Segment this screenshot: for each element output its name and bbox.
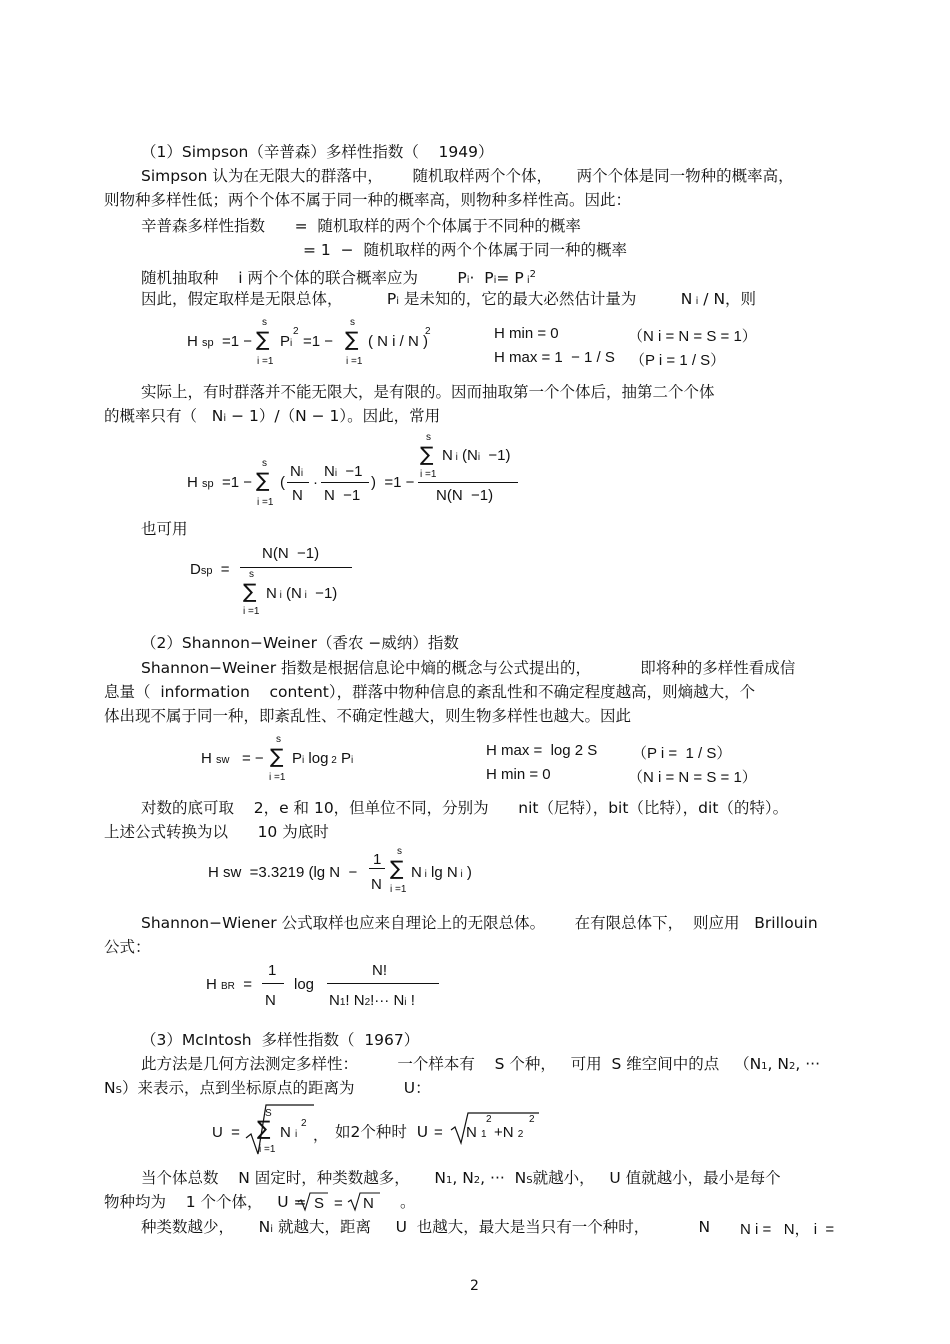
hmin-1-condition: （N i = N = S = 1） bbox=[628, 328, 757, 345]
svg-text:S: S bbox=[314, 1195, 325, 1212]
paragraph-line: Simpson 认为在无限大的群落中， 随机取样两个个体， 两个个体是同一物种的概率高， bbox=[141, 167, 794, 185]
paragraph-line: 实际上，有时群落并不能无限大，是有限的。因而抽取第一个个体后，抽第二个个体 bbox=[141, 383, 715, 401]
paragraph-line: 随机抽取种 i 两个个体的联合概率应为 Pi· Pi= P $i^2$ bbox=[141, 269, 537, 288]
sqrt-s-equals-sqrt-n bbox=[296, 1190, 392, 1214]
paragraph-line: 因此，假定取样是无限总体， Pi 是未知的，它的最大必然估计量为 N i / N，则 bbox=[141, 290, 757, 308]
limit-tail: N i = N， i = bbox=[740, 1221, 835, 1238]
hmax-1-condition: （P i = 1 / S） bbox=[630, 352, 726, 369]
hmin-2-condition: （N i = N = S = 1） bbox=[628, 769, 757, 786]
paragraph-line: Shannon−Wiener 公式取样也应来自理论上的无限总体。 在有限总体下， 则应用 Brillouin bbox=[141, 914, 818, 932]
paragraph-line: 的概率只有（ Ni − 1）/（N − 1）。因此，常用 bbox=[104, 407, 441, 425]
paragraph-line: 体出现不属于同一种，即紊乱性、不确定性越大，则生物多样性也越大。因此 bbox=[104, 707, 632, 725]
paragraph-line: 也可用 bbox=[141, 520, 188, 538]
section-title-simpson: （1）Simpson（辛普森）多样性指数（ 1949） bbox=[141, 143, 494, 161]
paragraph-line: 此方法是几何方法测定多样性： 一个样本有 S 个种， 可用 S 维空间中的点 （N1, N2, ··· bbox=[141, 1055, 821, 1073]
hmin-1: H min = 0 bbox=[494, 325, 559, 342]
section-title-mcintosh: （3）McIntosh 多样性指数（ 1967） bbox=[141, 1031, 420, 1049]
hmax-2: H max = log 2 S bbox=[486, 742, 598, 759]
hmax-2-condition: （P i = 1 / S） bbox=[632, 745, 732, 762]
definition-line: = 1 − 随机取样的两个个体属于同一种的概率 bbox=[303, 241, 627, 259]
paragraph-line: 公式： bbox=[104, 938, 151, 956]
page-number: 2 bbox=[470, 1278, 479, 1294]
paragraph-line: 上述公式转换为以 10 为底时 bbox=[104, 823, 329, 841]
paragraph-line: 则物种多样性低；两个个体不属于同一种的概率高，则物种多样性高。因此： bbox=[104, 191, 632, 209]
paragraph-end: 。 bbox=[400, 1193, 416, 1211]
svg-text:=: = bbox=[334, 1195, 343, 1212]
hmin-2: H min = 0 bbox=[486, 766, 551, 783]
paragraph-line: NS）来表示，点到坐标原点的距离为 U： bbox=[104, 1079, 431, 1097]
paragraph-line: 对数的底可取 2，e 和 10，但单位不同，分别为 nit（尼特），bit（比特），dit（的特）。 bbox=[141, 799, 789, 817]
hmax-1: H max = 1 − 1 / S bbox=[494, 349, 615, 366]
section-title-shannon: （2）Shannon−Weiner（香农 −威纳）指数 bbox=[141, 634, 459, 652]
svg-text:N: N bbox=[363, 1195, 374, 1212]
paragraph-line: 息量（ information content），群落中物种信息的紊乱性和不确定程度越高，则熵越大，个 bbox=[104, 683, 756, 701]
paragraph-line: Shannon−Weiner 指数是根据信息论中熵的概念与公式提出的， 即将种的多样性看成信 bbox=[141, 659, 796, 677]
paragraph-line: 种类数越少， Ni 就越大，距离 U 也越大，最大是当只有一个种时， N bbox=[141, 1218, 711, 1236]
definition-line: 辛普森多样性指数 = 随机取样的两个个体属于不同种的概率 bbox=[141, 217, 581, 235]
paragraph-line: 物种均为 1 个个体， U = bbox=[104, 1193, 307, 1211]
paragraph-line: 当个体总数 N 固定时，种类数越多， N1, N2, ··· NS就越小， U 值就越小，最小是每个 bbox=[141, 1169, 781, 1187]
